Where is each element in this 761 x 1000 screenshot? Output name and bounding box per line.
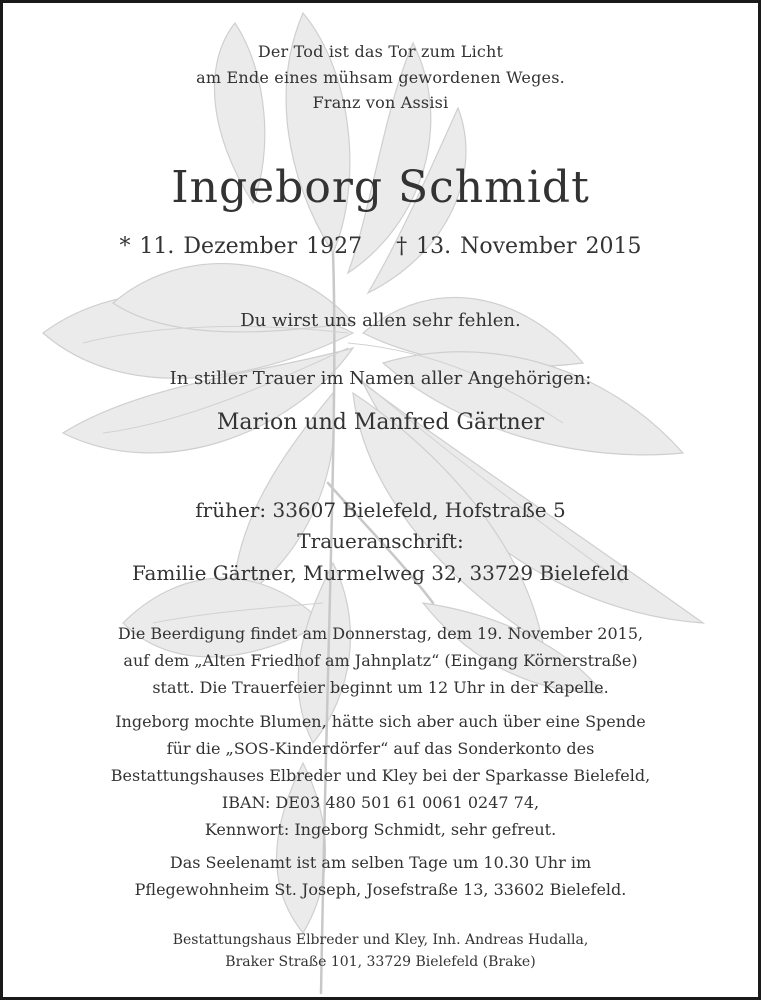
quote-line-1: Der Tod ist das Tor zum Licht xyxy=(257,42,504,61)
deceased-name: Ingeborg Schmidt xyxy=(171,162,590,213)
funeral-line-1: Die Beerdigung findet am Donnerstag, dem 19. November 2015, xyxy=(117,624,644,643)
donation-line-2: für die „SOS-Kinderdörfer“ auf das Sonderkonto des xyxy=(166,739,595,758)
donation-iban: IBAN: DE03 480 501 61 0061 0247 74, xyxy=(221,793,540,812)
undertaker-line-2: Braker Straße 101, 33729 Bielefeld (Brake) xyxy=(225,954,536,970)
donation-line-1: Ingeborg mochte Blumen, hätte sich aber auch über eine Spende xyxy=(115,712,646,731)
requiem-line-2: Pflegewohnheim St. Joseph, Josefstraße 13, 33602 Bielefeld. xyxy=(134,880,627,899)
donation-line-5: Kennwort: Ingeborg Schmidt, sehr gefreut. xyxy=(204,820,557,839)
quote-author: Franz von Assisi xyxy=(312,93,449,112)
former-address: früher: 33607 Bielefeld, Hofstraße 5 xyxy=(195,498,566,522)
mourning-address: Familie Gärtner, Murmelweg 32, 33729 Bielefeld xyxy=(131,561,630,585)
quote-line-2: am Ende eines mühsam gewordenen Weges. xyxy=(196,68,565,87)
requiem-line-1: Das Seelenamt ist am selben Tage um 10.30 Uhr im xyxy=(169,853,592,872)
life-dates xyxy=(3,232,758,262)
donation-line-3: Bestattungshauses Elbreder und Kley bei der Sparkasse Bielefeld, xyxy=(110,766,651,785)
mourners-names: Marion und Manfred Gärtner xyxy=(216,410,545,435)
mourning-address-heading: Traueranschrift: xyxy=(297,529,464,553)
death-date: † 13. November 2015 xyxy=(396,234,642,259)
notice-content xyxy=(3,3,758,997)
birth-date: * 11. Dezember 1927 xyxy=(119,234,363,259)
funeral-line-2: auf dem „Alten Friedhof am Jahnplatz“ (Eingang Körnerstraße) xyxy=(123,651,638,670)
mourning-line: In stiller Trauer im Namen aller Angehörigen: xyxy=(169,368,592,389)
farewell-line: Du wirst uns allen sehr fehlen. xyxy=(240,310,521,331)
funeral-line-3: statt. Die Trauerfeier beginnt um 12 Uhr in der Kapelle. xyxy=(152,678,609,697)
undertaker-line-1: Bestattungshaus Elbreder und Kley, Inh. Andreas Hudalla, xyxy=(172,932,589,948)
